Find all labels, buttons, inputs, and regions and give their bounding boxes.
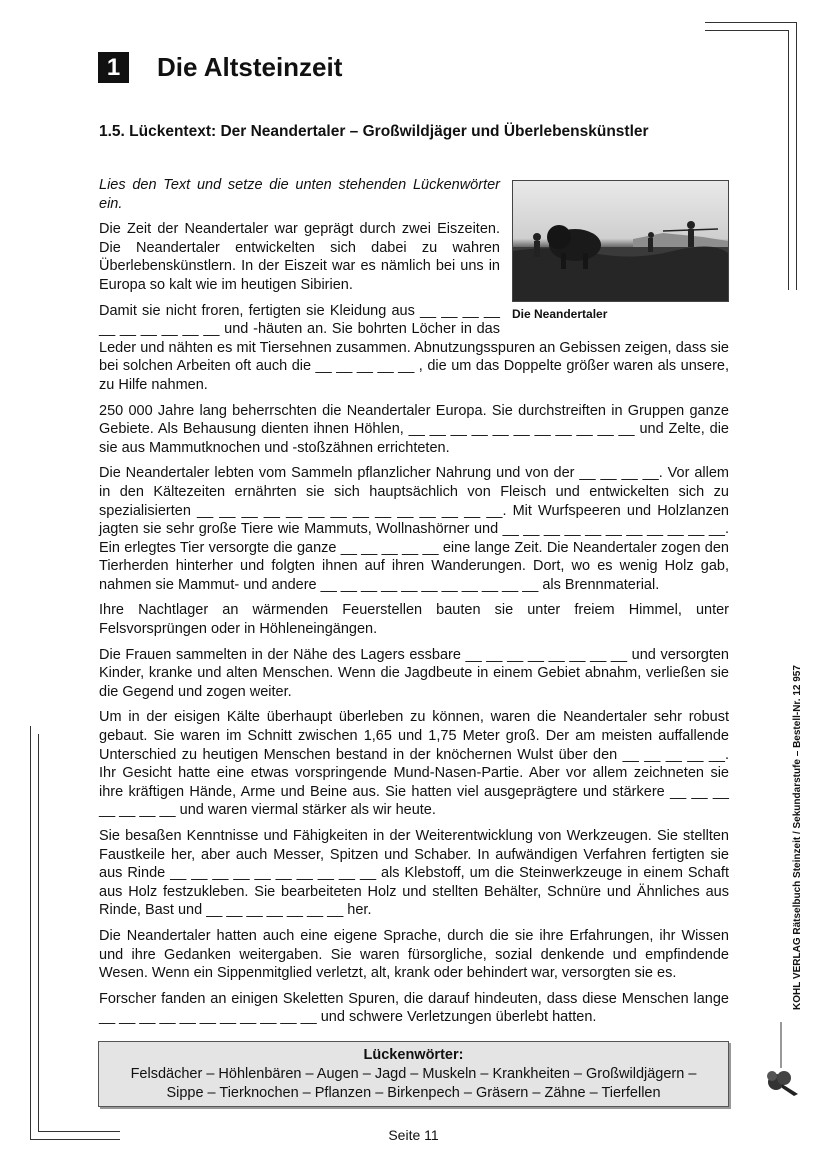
paragraph: Die Frauen sammelten in der Nähe des Lagers essbare __ __ __ __ __ __ __ __ und versorgten Kinder, kranke und alten Menschen. Wenn die Jagdbeute in einem Gebiet abnahm, verließen sie die Gegend und zogen weiter.: [99, 646, 729, 700]
word-box-title: Lückenwörter:: [363, 1047, 464, 1063]
paragraph: Damit sie nicht froren, fertigten sie Kleidung aus __ __ __ __ __ __ __ __ __ __ und -häuten an. Sie bohrten Löcher in das Leder und nähten es mit Tiersehnen zusammen. Abnutzungsspuren an Gebissen zeigen, dass sie bei solchen Arbeiten oft auch die __ __ __ __ __ , die um das Doppelte größer waren als unsere, zu Hilfe nahmen.: [99, 302, 729, 393]
publisher-sidebar: [778, 650, 803, 1010]
paragraph: 250 000 Jahre lang beherrschten die Neandertaler Europa. Sie durchstreiften in Gruppen ganze Gebiete. Als Behausung dienten ihnen Höhlen, __ __ __ __ __ __ __ __ __ __ __ und Zelte, die sie aus Mammutknochen und -stoßzähnen errichteten.: [99, 402, 729, 456]
word-box-line: Felsdächer – Höhlenbären – Augen – Jagd – Muskeln – Krankheiten – Großwildjägern –: [130, 1066, 697, 1082]
frame-top-line: [705, 22, 797, 23]
chapter-heading: [98, 52, 342, 83]
neanderthal-photo: [512, 180, 729, 302]
frame-left-line-inner: [38, 734, 39, 1132]
paragraph: Sie besaßen Kenntnisse und Fähigkeiten in der Weiterentwicklung von Werkzeugen. Sie stellten Faustkeile her, aber auch Messer, Spitzen und Schaber. In aufwändigen Verfahren fertigten sie aus Rinde __ __ __ __ __ __ __ __ __ __ als Klebstoff, um die Steinwerkzeuge in einem Schaft aus Holz festzukleben. Sie bearbeiteten Holz und stellten Behälter, Schnüre und Ähnliches aus Rinde, Bast und __ __ __ __ __ __ __ her.: [99, 828, 729, 919]
frame-right-line-inner: [788, 30, 789, 290]
instruction-paragraph: Lies den Text und setze die unten stehenden Lückenwörter ein.: [99, 177, 500, 212]
section-title: 1.5. Lückentext: Der Neandertaler – Großwildjäger und Überlebenskünstler: [99, 123, 649, 140]
image-caption: Die Neandertaler: [512, 307, 608, 321]
frame-left-line: [30, 726, 31, 1140]
paragraph: Um in der eisigen Kälte überhaupt überleben zu können, waren die Neandertaler sehr robust gebaut. Sie waren im Schnitt zwischen 1,65 und 1,75 Meter groß. Der am meisten auffallende Unterschied zu heutigen Menschen bestand in der knöchernen Wulst über den __ __ __ __ __. Ihr Gesicht hatte eine etwas vorspringende Mund-Nasen-Partie. Aber vor allem zeichneten sie ihre kräftigen Hände, Arme und Beine aus. Sie hatten viel ausgeprägtere und stärkere __ __ __ __ __ __ __ und waren viermal stärker als wir heute.: [99, 709, 729, 819]
word-box-line: Sippe – Tierknochen – Pflanzen – Birkenpech – Gräsern – Zähne – Tierfellen: [166, 1085, 661, 1101]
paragraph: Forscher fanden an einigen Skeletten Spuren, die darauf hindeuten, dass diese Menschen lange __ __ __ __ __ __ __ __ __ __ __ und schwere Verletzungen überlebt hatten.: [99, 990, 729, 1026]
paragraph: Die Zeit der Neandertaler war geprägt durch zwei Eiszeiten. Die Neandertaler entwickelten sich dabei zu wahren Überlebenskünstlern. In der Eiszeit war es nämlich bei uns in Europa so kalt wie im heutigen Sibirien.: [99, 221, 500, 293]
paragraph: Die Neandertaler lebten vom Sammeln pflanzlicher Nahrung und von der __ __ __ __. Vor allem in den Kältezeiten ernährten sie sich hauptsächlich von Fleisch und entwickelten sich zu spezialisierten __ __ __ __ __ __ __ __ __ __ __ __ __ __. Mit Wurfspeeren und Holzlanzen jagten sie sehr große Tiere wie Mammuts, Wollnashörner und __ __ __ __ __ __ __ __ __ __ __. Ein erlegtes Tier versorgte die ganze __ __ __ __ __ eine lange Zeit. Die Neandertaler zogen den Tierherden hinterher und folgten ihnen auf ihren Wanderungen. Dort, wo es wenig Holz gab, nahmen sie Mammut- und andere __ __ __ __ __ __ __ __ __ __ __ als Brennmaterial.: [99, 465, 729, 593]
figure: [512, 180, 729, 324]
frame-right-line: [796, 22, 797, 290]
paragraph: Die Neandertaler hatten auch eine eigene Sprache, durch die sie ihre Erfahrungen, ihr Wissen und ihre Gedanken weitergaben. Sie waren fürsorgliche, sozial denkende und empfindende Wesen. Wenn ein Sippenmitglied verletzt, alt, krank oder behindert war, versorgten sie es.: [99, 927, 729, 982]
page-number: Seite 11: [388, 1127, 439, 1143]
publisher-sidebar-text: KOHL VERLAG Rätselbuch Steinzeit / Sekundarstufe – Bestell-Nr. 12 957: [792, 665, 803, 1010]
text-body: [99, 176, 729, 1034]
paragraph: Ihre Nachtlager an wärmenden Feuerstellen bauten sie unter freiem Himmel, unter Felsvorsprüngen oder in Höhleneingängen.: [99, 602, 729, 638]
chapter-number: 1: [98, 52, 129, 83]
frame-top-line-inner: [705, 30, 789, 31]
publisher-logo-icon: [762, 1020, 802, 1100]
word-box: [98, 1041, 729, 1107]
chapter-title: Die Altsteinzeit: [157, 52, 343, 82]
